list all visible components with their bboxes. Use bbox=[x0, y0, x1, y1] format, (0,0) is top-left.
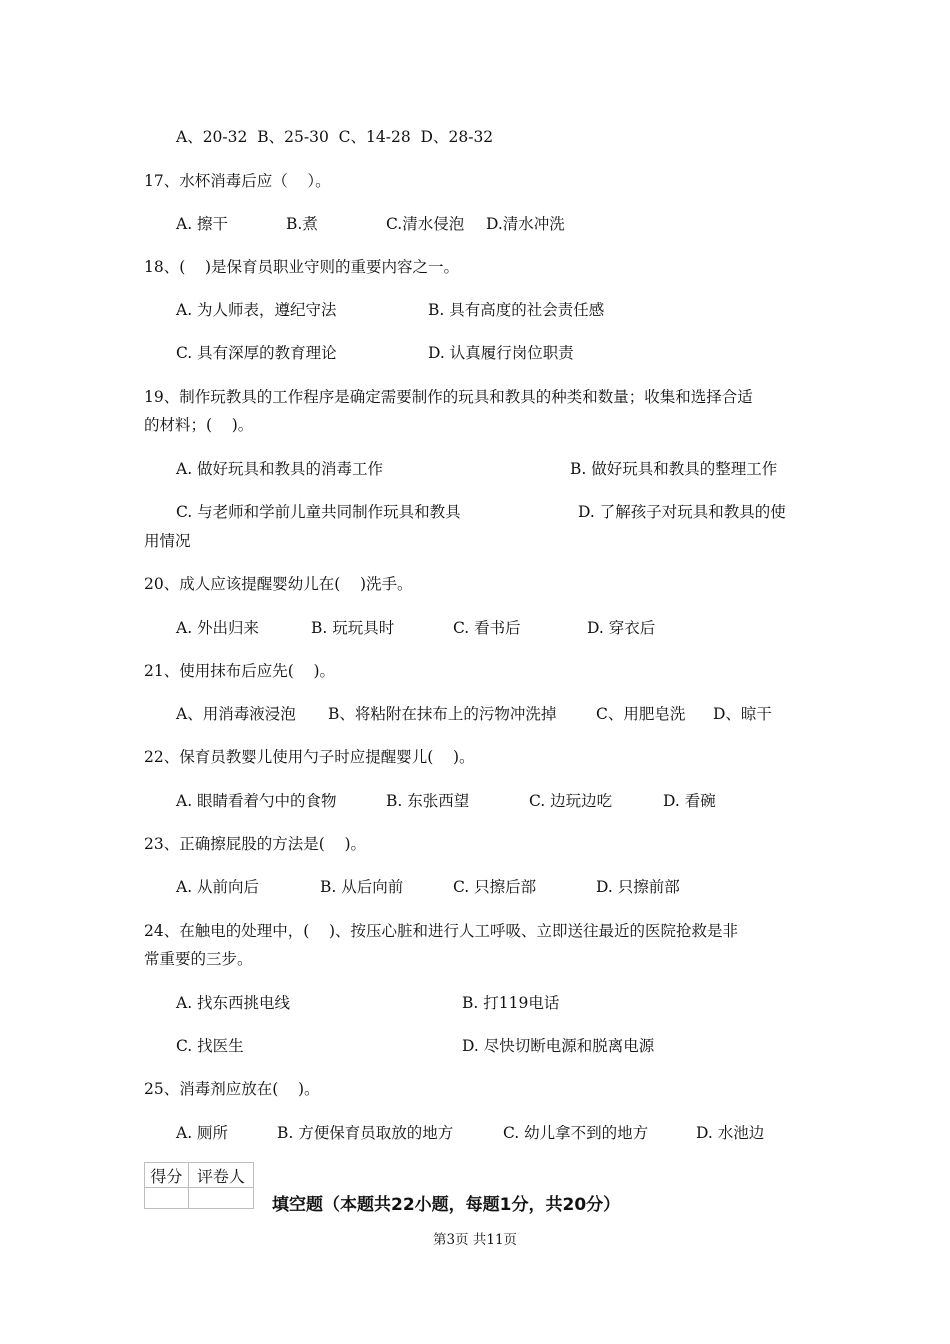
option-18-a: A. 为人师表，遵纪守法 bbox=[176, 301, 337, 319]
option-21-b: B、将粘附在抹布上的污物冲洗掉 bbox=[328, 705, 557, 723]
question-19-line2: 的材料；( )。 bbox=[144, 416, 254, 434]
question-17: 17、水杯消毒后应（ ）。 bbox=[144, 172, 331, 190]
option-23-b: B. 从后向前 bbox=[320, 878, 404, 896]
option-24-c: C. 找医生 bbox=[176, 1037, 244, 1055]
option-20-a: A. 外出归来 bbox=[176, 619, 260, 637]
question-24-line1: 24、在触电的处理中，( )、按压心脏和进行人工呼吸、立即送往最近的医院抢救是非 bbox=[144, 922, 739, 940]
question-21: 21、使用抹布后应先( )。 bbox=[144, 662, 336, 680]
question-25: 25、消毒剂应放在( )。 bbox=[144, 1080, 320, 1098]
question-23: 23、正确擦屁股的方法是( )。 bbox=[144, 835, 367, 853]
option-22-d: D. 看碗 bbox=[663, 792, 716, 810]
option-17-d: D.清水冲洗 bbox=[486, 215, 565, 233]
option-18-d: D. 认真履行岗位职责 bbox=[428, 344, 574, 362]
option-22-a: A. 眼睛看着勺中的食物 bbox=[176, 792, 337, 810]
option-18-c: C. 具有深厚的教育理论 bbox=[176, 344, 337, 362]
option-25-b: B. 方便保育员取放的地方 bbox=[277, 1124, 454, 1142]
option-17-a: A. 擦干 bbox=[176, 215, 229, 233]
option-25-a: A. 厕所 bbox=[176, 1124, 229, 1142]
option-19-d-cont: 用情况 bbox=[144, 532, 191, 550]
option-18-b: B. 具有高度的社会责任感 bbox=[428, 301, 605, 319]
option-23-c: C. 只擦后部 bbox=[453, 878, 537, 896]
section-title: 填空题（本题共22小题，每题1分，共20分） bbox=[272, 1195, 621, 1215]
option-22-b: B. 东张西望 bbox=[386, 792, 470, 810]
score-label: 得分 bbox=[145, 1163, 189, 1188]
question-20: 20、成人应该提醒婴幼儿在( )洗手。 bbox=[144, 575, 413, 593]
option-25-d: D. 水池边 bbox=[696, 1124, 765, 1142]
score-cell bbox=[145, 1188, 189, 1209]
option-23-d: D. 只擦前部 bbox=[596, 878, 680, 896]
option-19-a: A. 做好玩具和教具的消毒工作 bbox=[176, 460, 384, 478]
question-19-line1: 19、制作玩教具的工作程序是确定需要制作的玩具和教具的种类和数量；收集和选择合适 bbox=[144, 388, 753, 406]
option-17-b: B.煮 bbox=[286, 215, 318, 233]
option-20-b: B. 玩玩具时 bbox=[311, 619, 395, 637]
option-21-c: C、用肥皂洗 bbox=[596, 705, 686, 723]
answer-options-16: A、20-32 B、25-30 C、14-28 D、28-32 bbox=[176, 128, 494, 146]
option-21-d: D、晾干 bbox=[713, 705, 772, 723]
option-19-b: B. 做好玩具和教具的整理工作 bbox=[570, 460, 778, 478]
score-box bbox=[144, 1162, 254, 1209]
question-24-line2: 常重要的三步。 bbox=[144, 950, 253, 968]
grader-label: 评卷人 bbox=[188, 1163, 253, 1188]
option-22-c: C. 边玩边吃 bbox=[529, 792, 613, 810]
option-24-b: B. 打119电话 bbox=[462, 994, 560, 1012]
option-17-c: C.清水侵泡 bbox=[386, 215, 465, 233]
option-20-c: C. 看书后 bbox=[453, 619, 521, 637]
option-25-c: C. 幼儿拿不到的地方 bbox=[503, 1124, 649, 1142]
option-21-a: A、用消毒液浸泡 bbox=[176, 705, 296, 723]
question-22: 22、保育员教婴儿使用勺子时应提醒婴儿( )。 bbox=[144, 748, 475, 766]
page-footer: 第3页 共11页 bbox=[432, 1232, 518, 1248]
grader-cell bbox=[188, 1188, 253, 1209]
option-19-d: D. 了解孩子对玩具和教具的使 bbox=[578, 503, 786, 521]
option-20-d: D. 穿衣后 bbox=[587, 619, 656, 637]
option-19-c: C. 与老师和学前儿童共同制作玩具和教具 bbox=[176, 503, 461, 521]
question-18: 18、( )是保育员职业守则的重要内容之一。 bbox=[144, 258, 460, 276]
option-24-a: A. 找东西挑电线 bbox=[176, 994, 291, 1012]
option-24-d: D. 尽快切断电源和脱离电源 bbox=[462, 1037, 655, 1055]
option-23-a: A. 从前向后 bbox=[176, 878, 260, 896]
